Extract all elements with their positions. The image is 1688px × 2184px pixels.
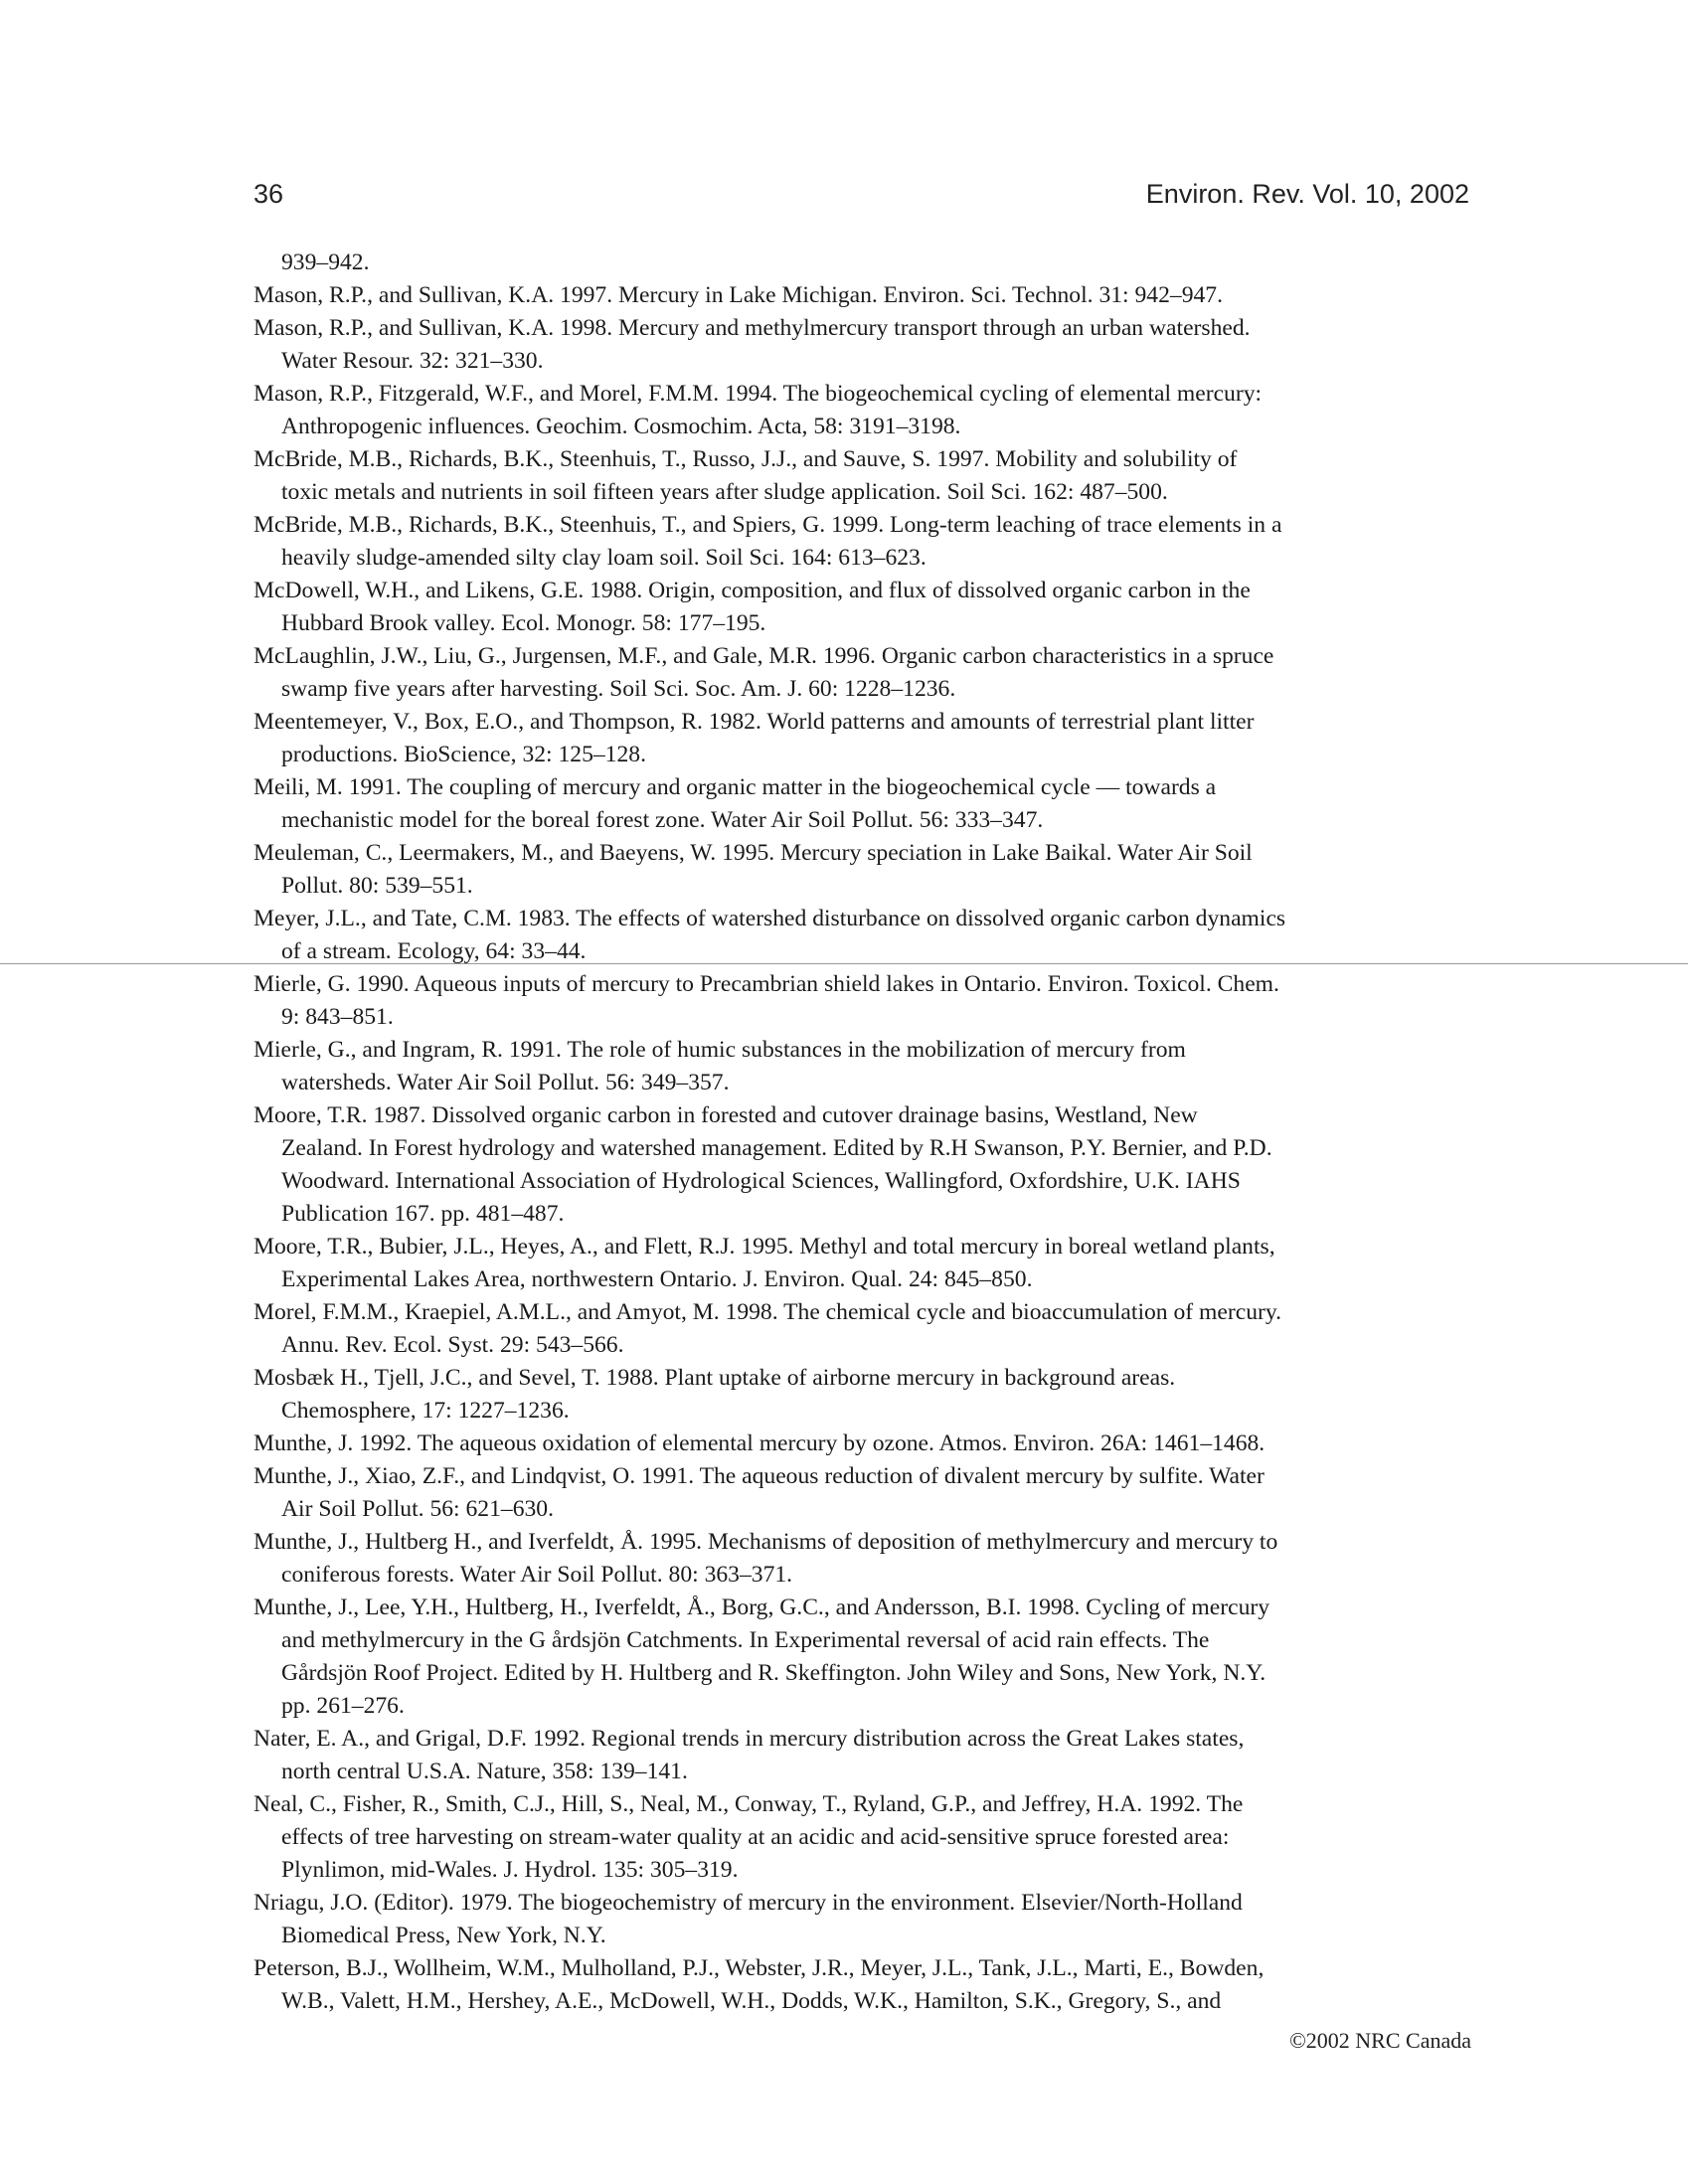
reference-item: Mosbæk H., Tjell, J.C., and Sevel, T. 1988. Plant uptake of airborne mercury in background areas. Chemosphere, 17: 1227–1236. <box>253 1365 1176 1424</box>
copyright-footer: ©2002 NRC Canada <box>1289 2028 1471 2053</box>
reference-item: Munthe, J. 1992. The aqueous oxidation of elemental mercury by ozone. Atmos. Environ. 26A: 1461–1468. <box>253 1430 1266 1456</box>
reference-item: Peterson, B.J., Wollheim, W.M., Mulholland, P.J., Webster, J.R., Meyer, J.L., Tank, J.L., Marti, E., Bowden, W.B., Valett, H.M., Hershey, A.E., McDowell, W.H., Dodds, W.K., Hamilton, S.K., Gregory, S., and <box>253 1955 1265 2014</box>
reference-item: Mason, R.P., and Sullivan, K.A. 1998. Mercury and methylmercury transport through an urban watershed. Water Resour. 32: 321–330. <box>253 315 1251 374</box>
reference-item: McDowell, W.H., and Likens, G.E. 1988. Origin, composition, and flux of dissolved organic carbon in the Hubbard Brook valley. Ecol. Monogr. 58: 177–195. <box>253 578 1251 636</box>
reference-item: Neal, C., Fisher, R., Smith, C.J., Hill, S., Neal, M., Conway, T., Ryland, G.P., and Jeffrey, H.A. 1992. The effects of tree harvesting on stream-water quality at an acidic and acid-sensitive spruce forested area: Plynlimon, mid-Wales. J. Hydrol. 135: 305–319. <box>253 1791 1244 1883</box>
reference-item: Meyer, J.L., and Tate, C.M. 1983. The effects of watershed disturbance on dissolved organic carbon dynamics of a stream. Ecology, 64: 33–44. <box>253 906 1286 964</box>
reference-item: Nater, E. A., and Grigal, D.F. 1992. Regional trends in mercury distribution across the Great Lakes states, north central U.S.A. Nature, 358: 139–141. <box>253 1726 1245 1784</box>
reference-item: Moore, T.R. 1987. Dissolved organic carbon in forested and cutover drainage basins, Westland, New Zealand. In Forest hydrology and watershed management. Edited by R.H Swanson, P.Y. Bernier, and P.D. Woodward. International Association of Hydrological Sciences, Wallingford, Oxfordshire, U.K. IAHS Publication 167. pp. 481–487. <box>253 1102 1272 1227</box>
reference-item: McBride, M.B., Richards, B.K., Steenhuis, T., Russo, J.J., and Sauve, S. 1997. Mobility and solubility of toxic metals and nutrients in soil fifteen years after sludge application. Soil Sci. 162: 487–500. <box>253 446 1238 505</box>
reference-item: Mierle, G. 1990. Aqueous inputs of mercury to Precambrian shield lakes in Ontario. Environ. Toxicol. Chem. 9: 843–851. <box>253 971 1279 1030</box>
reference-item: Meuleman, C., Leermakers, M., and Baeyens, W. 1995. Mercury speciation in Lake Baikal. Water Air Soil Pollut. 80: 539–551. <box>253 840 1253 899</box>
reference-item: Munthe, J., Xiao, Z.F., and Lindqvist, O. 1991. The aqueous reduction of divalent mercury by sulfite. Water Air Soil Pollut. 56: 621–630. <box>253 1463 1265 1522</box>
reference-item: Mierle, G., and Ingram, R. 1991. The role of humic substances in the mobilization of mercury from watersheds. Water Air Soil Pollut. 56: 349–357. <box>253 1037 1186 1095</box>
reference-item: Munthe, J., Lee, Y.H., Hultberg, H., Iverfeldt, Å., Borg, G.C., and Andersson, B.I. 1998. Cycling of mercury and methylmercury in the G årdsjön Catchments. In Experimental reversal of acid rain effects. The Gårdsjön Roof Project. Edited by H. Hultberg and R. Skeffington. John Wiley and Sons, New York, N.Y. pp. 261–276. <box>253 1595 1270 1719</box>
reference-item: Moore, T.R., Bubier, J.L., Heyes, A., and Flett, R.J. 1995. Methyl and total mercury in boreal wetland plants, Experimental Lakes Area, northwestern Ontario. J. Environ. Qual. 24: 845–850. <box>253 1234 1275 1292</box>
reference-item: Nriagu, J.O. (Editor). 1979. The biogeochemistry of mercury in the environment. Elsevier/North-Holland Biomedical Press, New York, N.Y. <box>253 1890 1243 1948</box>
reference-list <box>253 247 1471 2018</box>
running-head: Environ. Rev. Vol. 10, 2002 <box>1145 179 1469 209</box>
reference-item: Meentemeyer, V., Box, E.O., and Thompson, R. 1982. World patterns and amounts of terrestrial plant litter productions. BioScience, 32: 125–128. <box>253 709 1255 767</box>
page-number: 36 <box>253 179 284 209</box>
reference-item: McLaughlin, J.W., Liu, G., Jurgensen, M.F., and Gale, M.R. 1996. Organic carbon characteristics in a spruce swamp five years after harvesting. Soil Sci. Soc. Am. J. 60: 1228–1236. <box>253 643 1274 702</box>
reference-item: Morel, F.M.M., Kraepiel, A.M.L., and Amyot, M. 1998. The chemical cycle and bioaccumulation of mercury. Annu. Rev. Ecol. Syst. 29: 543–566. <box>253 1299 1282 1358</box>
reference-item: Meili, M. 1991. The coupling of mercury and organic matter in the biogeochemical cycle — towards a mechanistic model for the boreal forest zone. Water Air Soil Pollut. 56: 333–347. <box>253 774 1217 833</box>
reference-item: Mason, R.P., Fitzgerald, W.F., and Morel, F.M.M. 1994. The biogeochemical cycling of elemental mercury: Anthropogenic influences. Geochim. Cosmochim. Acta, 58: 3191–3198. <box>253 381 1263 439</box>
reference-item: McBride, M.B., Richards, B.K., Steenhuis, T., and Spiers, G. 1999. Long-term leaching of trace elements in a heavily sludge-amended silty clay loam soil. Soil Sci. 164: 613–623. <box>253 512 1282 571</box>
reference-continuation: 939–942. <box>281 250 370 275</box>
reference-item: Munthe, J., Hultberg H., and Iverfeldt, Å. 1995. Mechanisms of deposition of methylmercury and mercury to coniferous forests. Water Air Soil Pollut. 80: 363–371. <box>253 1529 1278 1588</box>
reference-item: Mason, R.P., and Sullivan, K.A. 1997. Mercury in Lake Michigan. Environ. Sci. Technol. 31: 942–947. <box>253 282 1223 308</box>
